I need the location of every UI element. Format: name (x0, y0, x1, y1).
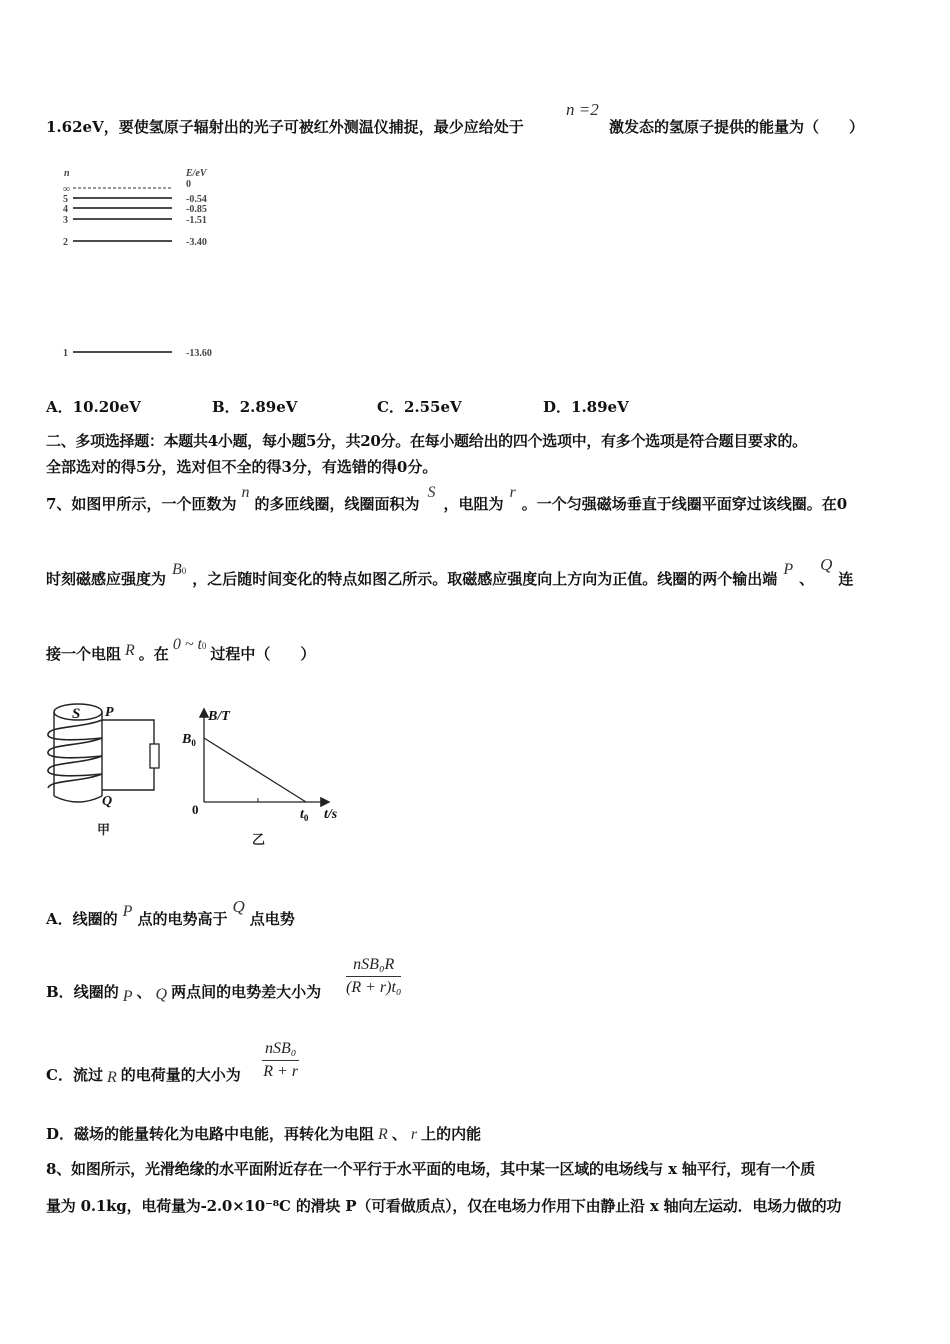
energy-level-e-label: -1.51 (186, 215, 207, 226)
q7-opt-b-num: nSB₀R (346, 954, 401, 977)
q8-line1: 8、如图所示，光滑绝缘的水平面附近存在一个平行于水平面的电场，其中某一区域的电场线与 x 轴平行，现有一个质 (46, 1160, 816, 1178)
graph-t0-label: $t_0$ (300, 807, 309, 823)
q7-p1-b: 的多匝线圈，线圈面积为 (254, 495, 420, 513)
q7-opt-b-key: B． (46, 983, 74, 1001)
figure-yi-graph (180, 706, 350, 851)
q7-opt-c-r: R (106, 1069, 117, 1086)
q7-opt-d-a: 磁场的能量转化为电路中电能，再转化为电阻 (74, 1125, 375, 1143)
q6-option-a[interactable] (46, 396, 141, 417)
q7-option-b[interactable] (46, 981, 322, 1005)
diagram-n-header: n (64, 168, 70, 179)
q8-line2: 量为 0.1kg，电荷量为-2.0×10⁻⁸C 的滑块 P（可看做质点），仅在电场力作用下由静止沿 x 轴向左运动．电场力做的功 (46, 1197, 842, 1215)
q7-p1-r: r (509, 484, 516, 501)
energy-level-n-label: 4 (63, 204, 68, 215)
q7-p2-q: Q (820, 555, 833, 574)
section2-line1: 二、多项选择题：本题共4小题，每小题5分，共20分。在每小题给出的四个选项中，有多个选项是符合题目要求的。 (46, 432, 807, 450)
coil-label-p: P (105, 705, 114, 720)
q6-option-c[interactable] (377, 396, 462, 417)
q7-opt-b-fraction (346, 954, 401, 999)
q7-line3 (46, 636, 316, 664)
q7-p3-range (169, 636, 211, 653)
q7-opt-d-r2: r (410, 1126, 418, 1143)
q6-option-c-key: C． (377, 398, 404, 416)
q7-opt-b-sep: 、 (136, 983, 152, 1001)
q7-p2-sep: 、 (799, 570, 815, 588)
energy-level-n-label: 3 (63, 215, 68, 226)
energy-level-e-label: -0.85 (186, 204, 207, 215)
q6-option-a-text: 10.20eV (72, 398, 141, 416)
energy-level-diagram (56, 162, 236, 367)
q7-p1-s: S (427, 484, 436, 501)
graph-caption: 乙 (252, 832, 266, 847)
energy-level-e-label: -13.60 (186, 348, 212, 359)
q6-option-b-text: 2.89eV (239, 398, 298, 416)
q7-p1-n: n (241, 484, 250, 501)
q6-option-a-key: A． (46, 398, 73, 416)
section2-line2: 全部选对的得5分，选对但不全的得3分，有选错的得0分。 (46, 458, 438, 476)
q7-opt-d-b: 上的内能 (421, 1125, 482, 1143)
energy-level-e-label: -3.40 (186, 237, 207, 248)
q7-opt-d-sep: 、 (391, 1125, 407, 1143)
q7-line1 (46, 484, 848, 514)
energy-level-n-label: ∞ (63, 184, 71, 195)
q7-opt-b-a: 线圈的 (73, 983, 119, 1001)
q7-opt-c-key: C． (46, 1066, 73, 1084)
q7-opt-c-a: 流过 (72, 1066, 103, 1084)
coil-label-s: S (72, 706, 81, 722)
q7-p2-b0-letter: B (172, 561, 182, 578)
q7-p2-b: ，之后随时间变化的特点如图乙所示。取磁感应强度向上方向为正值。线圈的两个输出端 (192, 570, 778, 588)
q7-p2-b0-sub: 0 (181, 566, 187, 576)
q7-opt-d-r1: R (378, 1126, 388, 1143)
q7-opt-c-b: 的电荷量的大小为 (120, 1066, 241, 1084)
q6-tail: 激发态的氢原子提供的能量为（ ） (609, 118, 865, 136)
energy-level-n-label: 5 (63, 194, 68, 205)
q7-opt-a-c: 点电势 (249, 910, 295, 928)
figure-jia-coil (42, 700, 172, 845)
q7-p3-c: 过程中（ ） (210, 645, 316, 663)
energy-level-n-label: 2 (63, 237, 68, 248)
q7-opt-b-q: Q (155, 986, 168, 1003)
q7-opt-c-den: R + r (263, 1063, 299, 1080)
q6-option-d-text: 1.89eV (571, 398, 629, 416)
q7-p2-p: P (783, 561, 794, 578)
q7-p3-a: 接一个电阻 (46, 645, 122, 663)
q7-opt-d-key: D． (46, 1125, 75, 1143)
q7-p3-range-text: 0 ~ t (172, 636, 202, 653)
graph-x-label: t/s (324, 807, 338, 822)
q7-p1-a: 7、如图甲所示，一个匝数为 (46, 495, 237, 513)
q7-p1-c: ，电阻为 (443, 495, 504, 513)
q7-line2 (46, 555, 854, 589)
q7-p2-c: 连 (838, 570, 854, 588)
q7-opt-b-den: (R + r)t₀ (346, 979, 402, 996)
energy-level-n-label: 1 (63, 348, 68, 359)
q7-opt-b-b: 两点间的电势差大小为 (171, 983, 322, 1001)
q7-opt-a-a: 线圈的 (72, 910, 118, 928)
q7-p2-b0 (166, 561, 192, 578)
graph-b0-label: $B_0$ (182, 732, 196, 748)
q7-option-a[interactable] (46, 897, 295, 929)
q6-state-expr: n =2 (566, 100, 599, 119)
q7-opt-a-q: Q (232, 897, 245, 916)
q6-stem (46, 116, 524, 137)
graph-y-label: B/T (208, 709, 230, 724)
coil-label-q: Q (102, 794, 113, 809)
diagram-e-header: E/eV (186, 168, 207, 179)
q7-p3-b: 。在 (138, 645, 169, 663)
graph-origin-label: 0 (192, 802, 199, 817)
q7-option-c[interactable] (46, 1064, 241, 1085)
q7-opt-a-b: 点的电势高于 (137, 910, 228, 928)
q7-opt-a-p: P (122, 903, 133, 920)
q6-option-c-text: 2.55eV (403, 398, 462, 416)
q6-intro: 1.62eV，要使氢原子辐射出的光子可被红外测温仪捕捉，最少应给处于 (46, 118, 524, 136)
graph-b-line (204, 738, 306, 802)
q6-option-b-key: B． (212, 398, 240, 416)
q7-opt-c-fraction (262, 1038, 299, 1083)
coil-caption: 甲 (97, 822, 111, 837)
q7-p2-a: 时刻磁感应强度为 (46, 570, 167, 588)
energy-level-e-label: 0 (186, 179, 191, 190)
q7-opt-a-key: A． (46, 910, 73, 928)
q7-p3-r: R (125, 642, 135, 659)
q6-option-d[interactable] (543, 396, 629, 417)
q7-p3-range-sub: 0 (201, 641, 207, 651)
energy-level-e-label: -0.54 (186, 194, 207, 205)
q7-p1-d: 。一个匀强磁场垂直于线圈平面穿过该线圈。在0 (521, 495, 848, 513)
energy-levels (63, 179, 212, 359)
q6-option-d-key: D． (543, 398, 572, 416)
q6-option-b[interactable] (212, 396, 297, 417)
q7-option-d[interactable] (46, 1123, 481, 1144)
q7-opt-c-num: nSB₀ (262, 1038, 299, 1061)
q7-opt-b-p: P (122, 988, 133, 1005)
